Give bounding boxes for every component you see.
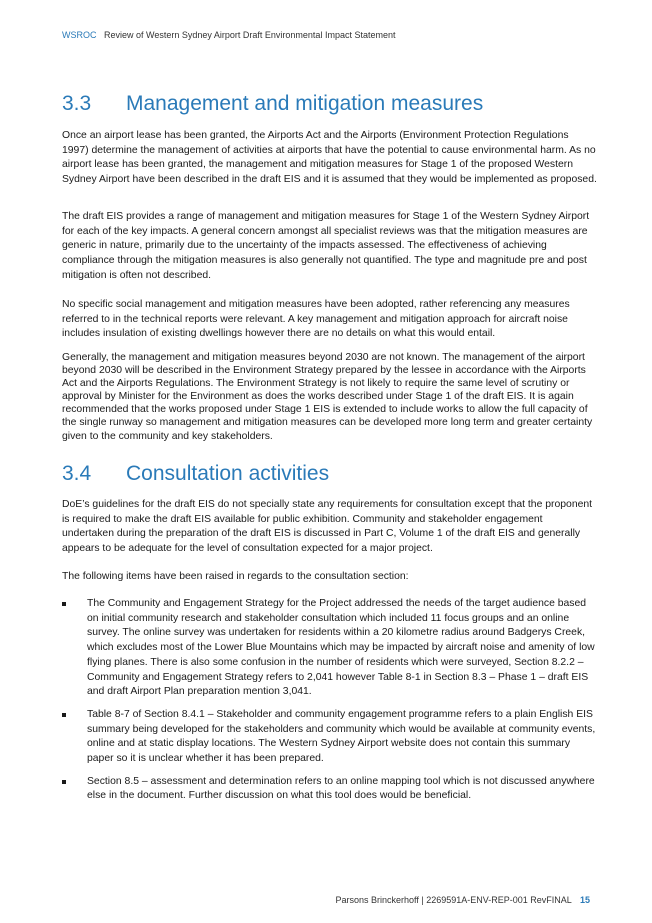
- section-3-3-title: Management and mitigation measures: [126, 92, 484, 115]
- consultation-bullet-list: [62, 597, 597, 812]
- section-3-3-paragraph-4: Generally, the management and mitigation measures beyond 2030 are not known. The management of the airport beyond 2030 will be described in the Environment Strategy prepared by the lessee in accordance with the Airports Act and the Airports Regulations. The Environment Strategy is not likely to require the same level of scrutiny or approval by Minister for the Environment as does the works described under Stage 1 of the draft EIS. It is again recommended that the works proposed under Stage 1 EIS is extended to include works to allow the full capacity of the single runway so management and mitigation measures can be developed more long term and greater certainty given to the community and key stakeholders.: [62, 352, 593, 442]
- section-3-3-paragraph-3: No specific social management and mitigation measures have been adopted, rather referencing any measures referred to in the technical reports were relevant. A key management and mitigation approach for aircraft noise includes insulation of existing dwellings however there are no details on what this would entail.: [62, 299, 570, 340]
- section-3-3-paragraph-2: The draft EIS provides a range of management and mitigation measures for Stage 1 of the Western Sydney Airport for each of the key impacts. A general concern amongst all specialist reviews was that the mitigation measures are generic in nature, primarily due to the uncertainty of the impacts assessed. The effectiveness of achieving compliance through the mitigation measures is also generally not quantified. The type and magnitude pre and post mitigation is often not described.: [62, 211, 590, 281]
- section-3-4-title: Consultation activities: [126, 462, 330, 485]
- section-3-3-paragraph-1: Once an airport lease has been granted, the Airports Act and the Airports (Environment Protection Regulations 1997) determine the management of activities at airports that have the potential to cause environmental harm. As no airport lease has been granted, the management and mitigation measures for Stage 1 of the proposed Western Sydney Airport have been described in the draft EIS and it is assumed that they would be implemented as proposed.: [62, 130, 597, 186]
- list-item-text: Table 8-7 of Section 8.4.1 – Stakeholder and community engagement programme refers to a plain English EIS summary being developed for the stakeholders and community which would be available at community events, online and at static display locations. The Western Sydney Airport website does not contain this summary paper so it is unclear whether it has been prepared.: [87, 708, 596, 765]
- list-item: [62, 708, 597, 767]
- section-3-3-number: 3.3: [62, 92, 92, 115]
- list-item-text: The Community and Engagement Strategy for the Project addressed the needs of the target audience based on initial community research and stakeholder consultation which included 11 focus groups and an online survey. The online survey was undertaken for residents within a 20 kilometre radius around Badgerys Creek, which excludes most of the Lower Blue Mountains which may be impacted by aircraft noise and amenity of low flying planes. There is also some confusion in the number of residents which were surveyed, Section 8.2.2 – Community and Engagement Strategy refers to 2,041 however Table 8-1 in Section 8.3 – Phase 1 – draft EIS and draft Airport Plan preparation mention 3,041.: [87, 598, 595, 698]
- list-item: [62, 775, 597, 804]
- square-bullet-icon: [62, 713, 66, 717]
- header-org: WSROC: [62, 30, 97, 40]
- square-bullet-icon: [62, 780, 66, 784]
- header-title: Review of Western Sydney Airport Draft Environmental Impact Statement: [104, 30, 396, 40]
- section-3-4-heading: [62, 462, 329, 486]
- section-3-4-number: 3.4: [62, 462, 92, 485]
- page-header: [62, 30, 395, 40]
- section-3-3-heading: [62, 92, 483, 116]
- section-3-4-paragraph-2: The following items have been raised in regards to the consultation section:: [62, 571, 409, 582]
- list-item-text: Section 8.5 – assessment and determination refers to an online mapping tool which is not discussed anywhere else in the document. Further discussion on what this tool does would be beneficial.: [87, 775, 595, 802]
- list-item: [62, 597, 597, 700]
- footer-text: Parsons Brinckerhoff | 2269591A-ENV-REP-001 RevFINAL: [335, 895, 572, 905]
- square-bullet-icon: [62, 602, 66, 606]
- section-3-4-paragraph-1: DoE’s guidelines for the draft EIS do not specially state any requirements for consultation except that the proponent is required to make the draft EIS available for public exhibition. Community and stakeholder engagement undertaken during the preparation of the draft EIS is discussed in Part C, Volume 1 of the draft EIS and generally appears to be adequate for the level of consultation expected for a major project.: [62, 499, 593, 555]
- page-footer: [336, 895, 590, 905]
- page-number: 15: [579, 895, 590, 905]
